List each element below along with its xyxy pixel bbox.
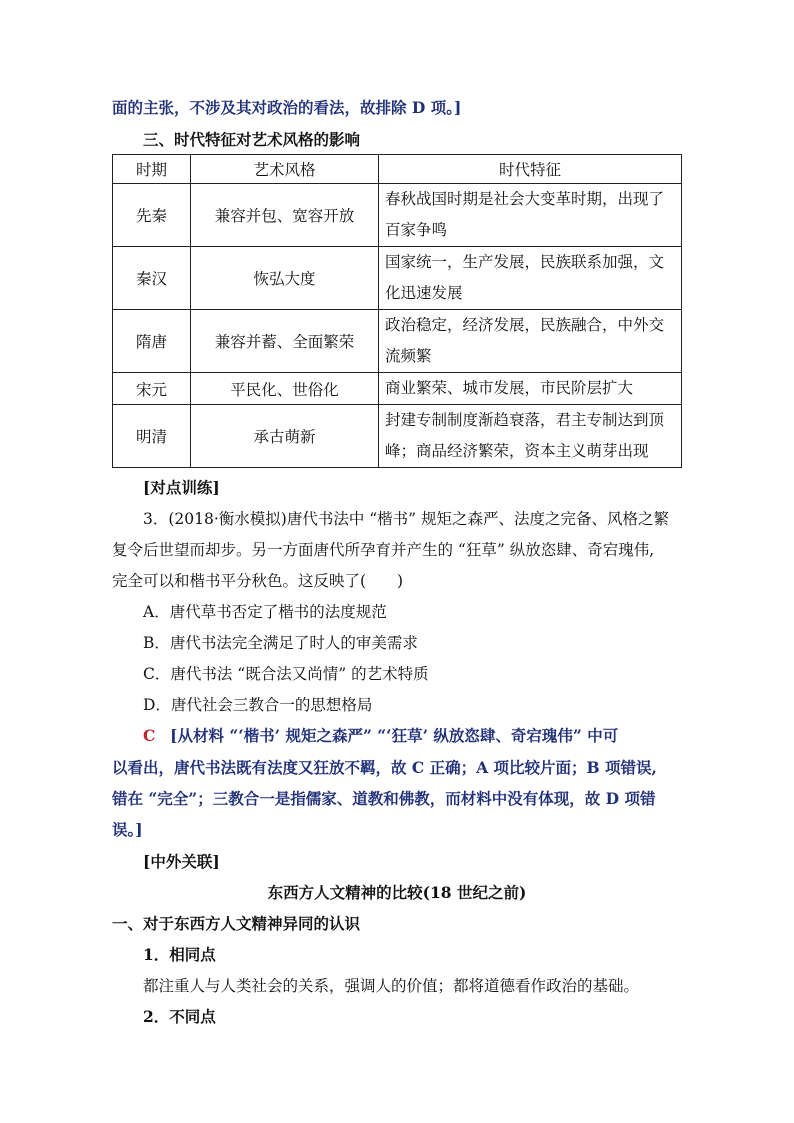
feature-line: 春秋战国时期是社会大变革时期，出现了	[385, 190, 665, 208]
row-period: 秦汉	[113, 247, 191, 310]
row-style: 兼容并包、宽容开放	[191, 184, 379, 247]
option-a: A．唐代草书否定了楷书的法度规范	[143, 603, 387, 621]
option-c: C．唐代书法 “既合法又尚情” 的艺术特质	[143, 665, 429, 683]
header-style: 艺术风格	[191, 155, 379, 184]
row-feature	[379, 373, 682, 405]
point1-text: 都注重人与人类社会的关系，强调人的价值；都将道德看作政治的基础。	[143, 977, 640, 995]
answer-line: 误。]	[112, 820, 143, 839]
comparison-title: 东西方人文精神的比较(18 世纪之前)	[267, 883, 527, 902]
feature-line: 化迅速发展	[385, 284, 463, 302]
table-row	[113, 373, 682, 405]
section3-heading: 三、时代特征对艺术风格的影响	[143, 130, 361, 149]
practice-label: [对点训练]	[143, 478, 220, 497]
table-row	[113, 247, 682, 310]
row-period: 隋唐	[113, 310, 191, 373]
row-style: 兼容并蓄、全面繁荣	[191, 310, 379, 373]
zhongwai-label: [中外关联]	[143, 852, 220, 871]
answer-text: [从材料 “‘楷书’ 规矩之森严” “‘狂草’ 纵放恣肆、奇宕瑰伟” 中可	[170, 726, 619, 745]
point1-heading: 1．相同点	[143, 945, 216, 964]
row-feature	[379, 247, 682, 310]
answer-letter: C	[143, 726, 156, 745]
table-row	[113, 310, 682, 373]
art-style-table	[112, 154, 682, 468]
header-period: 时期	[113, 155, 191, 184]
row-period: 明清	[113, 405, 191, 468]
section1-heading: 一、对于东西方人文精神异同的认识	[112, 914, 361, 933]
answer-line: 错在 “完全”；三教合一是指儒家、道教和佛教，而材料中没有体现，故 D 项错	[112, 789, 656, 808]
option-b: B．唐代书法完全满足了时人的审美需求	[143, 634, 418, 652]
feature-line: 百家争鸣	[385, 221, 448, 239]
feature-line: 国家统一，生产发展，民族联系加强，文	[385, 253, 665, 271]
answer-line	[143, 724, 618, 746]
row-style: 承古萌新	[191, 405, 379, 468]
row-period: 先秦	[113, 184, 191, 247]
feature-line: 流频繁	[385, 347, 432, 365]
point2-heading: 2．不同点	[143, 1007, 216, 1026]
header-feature: 时代特征	[379, 155, 682, 184]
table-row	[113, 184, 682, 247]
table-row	[113, 405, 682, 468]
question-line: 3．(2018·衡水模拟)唐代书法中 “楷书” 规矩之森严、法度之完备、风格之繁	[143, 510, 670, 528]
table-header-row	[113, 155, 682, 184]
row-style: 平民化、世俗化	[191, 373, 379, 405]
row-feature	[379, 405, 682, 468]
feature-line: 政治稳定，经济发展，民族融合，中外交	[385, 316, 665, 334]
answer-line: 以看出，唐代书法既有法度又狂放不羁，故 C 正确；A 项比较片面；B 项错误,	[112, 758, 657, 777]
option-d: D．唐代社会三教合一的思想格局	[143, 696, 373, 714]
question-line: 完全可以和楷书平分秋色。这反映了( )	[112, 572, 404, 590]
row-style: 恢弘大度	[191, 247, 379, 310]
row-feature	[379, 310, 682, 373]
feature-line: 封建专制制度渐趋衰落，君主专制达到顶	[385, 411, 665, 429]
row-feature	[379, 184, 682, 247]
row-period: 宋元	[113, 373, 191, 405]
question-line: 复令后世望而却步。另一方面唐代所孕育并产生的 “狂草” 纵放恣肆、奇宕瑰伟,	[112, 541, 655, 559]
feature-line: 商业繁荣、城市发展，市民阶层扩大	[385, 379, 634, 397]
feature-line: 峰；商品经济繁荣，资本主义萌芽出现	[385, 442, 649, 460]
top-explanation-end: 面的主张，不涉及其对政治的看法，故排除 D 项。]	[112, 98, 462, 117]
